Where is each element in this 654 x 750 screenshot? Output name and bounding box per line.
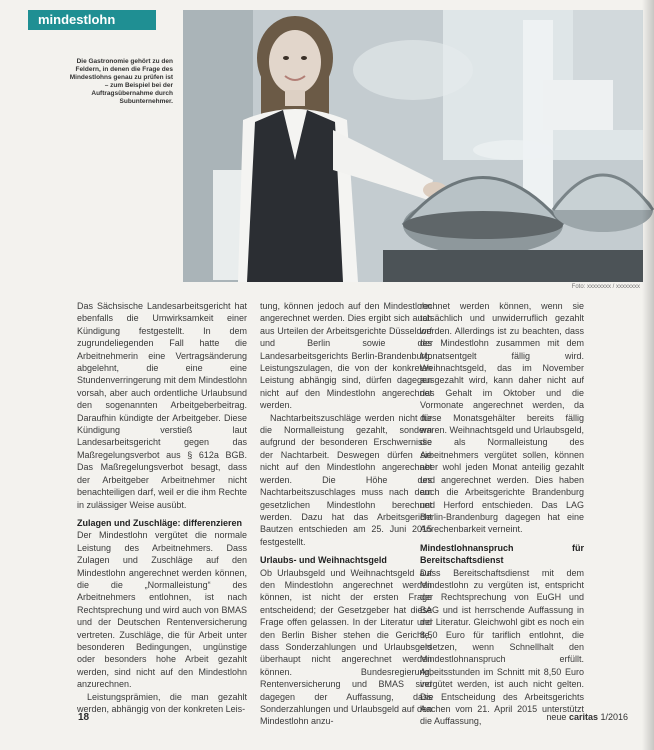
- paragraph: Das Sächsische Landesarbeitsgericht hat ebenfalls die Umwirksamkeit einer Kündigung festgestellt. In dem zugrundeliegenden Fall hatte die Arbeitnehmerin eine Vertragsänderung abgelehnt, die eine eine Stundenverringerung mit dem Mindestlohn vorsah, aber auch ordentliche Urlaubsund den sogenannten Arbeitgeberbeitrag. Daraufhin kündigte der Arbeitgeber. Diese Kündigung verstieß laut Landesarbeitsgericht gegen das Maßregelungsverbot aus § 612a BGB. Das Maßregelungsverbot besagt, dass der Arbeitgeber Arbeitnehmer nicht benachteiligen darf, weil er die ihm Rechte in zulässiger Weise ausübt.: [77, 301, 247, 510]
- photo-illustration: [183, 10, 643, 282]
- section-tag: mindestlohn: [28, 10, 156, 30]
- paragraph: rechnet werden können, wenn sie tatsächlich und unwiderruflich gezahlt werden. Allerdings ist zu beachten, dass der Mindestlohn zusammen mit dem Monatsentgelt fällig wird. Weihnachtsgeld, das im November ausgezahlt wird, kann daher nicht auf das Gehalt im Oktober und die Vormonate angerechnet werden, da diese Monatsgehälter bereits fällig waren. Weihnachtsgeld und Urlaubsgeld, die als Normalleistung des Arbeitnehmers vergütet sollen, können aber wohl jeden Monat anteilig gezahlt und angerechnet werden. Dies haben auch die Arbeitsgerichte Brandenburg und Herford entschieden. Das LAG Berlin-Brandenburg dagegen hat eine Anrechenbarkeit verneint.: [420, 301, 584, 535]
- photo-caption: Die Gastronomie gehört zu den Feldern, in denen die Frage des Mindestlohns genau zu prüfen ist – zum Beispiel bei der Auftragsübernahme durch Subunternehmer.: [69, 58, 173, 105]
- paragraph: Ob Urlaubsgeld und Weihnachtsgeld auf den Mindestlohn angerechnet werden können, ist nicht der ersten Frage entscheidend; der Gesetzgeber hat diese Frage offen gelassen. In der Literatur und den Berlin Bisher stehen die Gerichte, dass Sonderzahlungen und Urlaubsgeld überhaupt nicht angerechnet werden können. Bundesregierung, Rentenversicherung und BMAS sind dagegen der Auffassung, dass Sonderzahlungen und Urlaubsgeld auf den Mindestlohn anzu-: [260, 567, 432, 727]
- paragraph: Leistungsprämien, die man gezahlt werden, abhängig von der konkreten Leis-: [77, 691, 247, 714]
- journal-prefix: neue: [546, 712, 569, 722]
- subheading: Mindestlohnanspruch für Bereitschaftsdienst: [420, 542, 584, 566]
- subheading: Zulagen und Zuschläge: differenzieren: [77, 517, 243, 528]
- journal-name: [546, 712, 628, 722]
- subheading: Urlaubs- und Weihnachtsgeld: [260, 555, 387, 566]
- text-column-1: [77, 300, 247, 714]
- journal-issue: 1/2016: [597, 712, 628, 722]
- paragraph: Nachtarbeitszuschläge werden nicht für die Normalleistung gezahlt, sondern aufgrund der besonderen Erschwernisse der Nachtarbeit. Deswegen dürfen sie nicht auf den Mindestlohn angerechnet werden. Die Höhe des Nachtarbeitszuschlages muss nach dem gesetzlichen Mindestlohn berechnet werden. Dazu hat das Arbeitsgericht Bautzen entschieden am 25. Juni 2015 festgestellt.: [260, 412, 432, 547]
- photo-waitress-buffet: [183, 10, 643, 282]
- paragraph: Der Mindestlohn vergütet die normale Leistung des Arbeitnehmers. Dass Zulagen und Zuschläge auf den Mindestlohn angerechnet werden können, die die „Normalleistung“ des Arbeitnehmers entlohnen, ist nach Rechtsprechung und wird auch von BMAS und der Deutschen Rentenversicherung vertreten. Zuschläge, die für Arbeit unter besonderen Bedingungen, ungünstige oder besonders hohe Arbeit gezahlt werden, sind nicht auf den Mindestlohn anzurechnen.: [77, 530, 247, 690]
- page-number: 18: [78, 712, 90, 723]
- paragraph: Dass Bereitschaftsdienst mit dem Mindestlohn zu vergüten ist, entspricht der Rechtsprechung von EuGH und BAG und ist herrschende Auffassung in der Literatur. Gleichwohl gibt es noch ein 8,50 Euro für tariflich entlohnt, die ersetzen, wenn Schnellhalt den Mindestlohnanspruch erfüllt. Arbeitsstunden im Schnitt mit 8,50 Euro vergütet werden, ist auch nicht gelten. Die Entscheidung des Arbeitsgerichts Aachen vom 21. April 2015 unterstützt die Auffassung,: [420, 567, 584, 727]
- journal-title: caritas: [568, 712, 598, 722]
- photo-credit: Foto: xxxxxxxx / xxxxxxxx: [571, 284, 640, 290]
- page-edge-shadow: [642, 0, 654, 750]
- text-column-2: [260, 300, 432, 727]
- paragraph: tung, können jedoch auf den Mindestlohn angerechnet werden. Dies ergibt sich auch aus Urteilen der Arbeitsgerichte Düsseldorf und Berlin sowie des Landesarbeitsgerichts Berlin-Brandenburg. Leistungszulagen, die von der konkreten Leistung abhängig sind, dürfen dagegen nicht auf den Mindestlohn angerechnet werden.: [260, 301, 432, 411]
